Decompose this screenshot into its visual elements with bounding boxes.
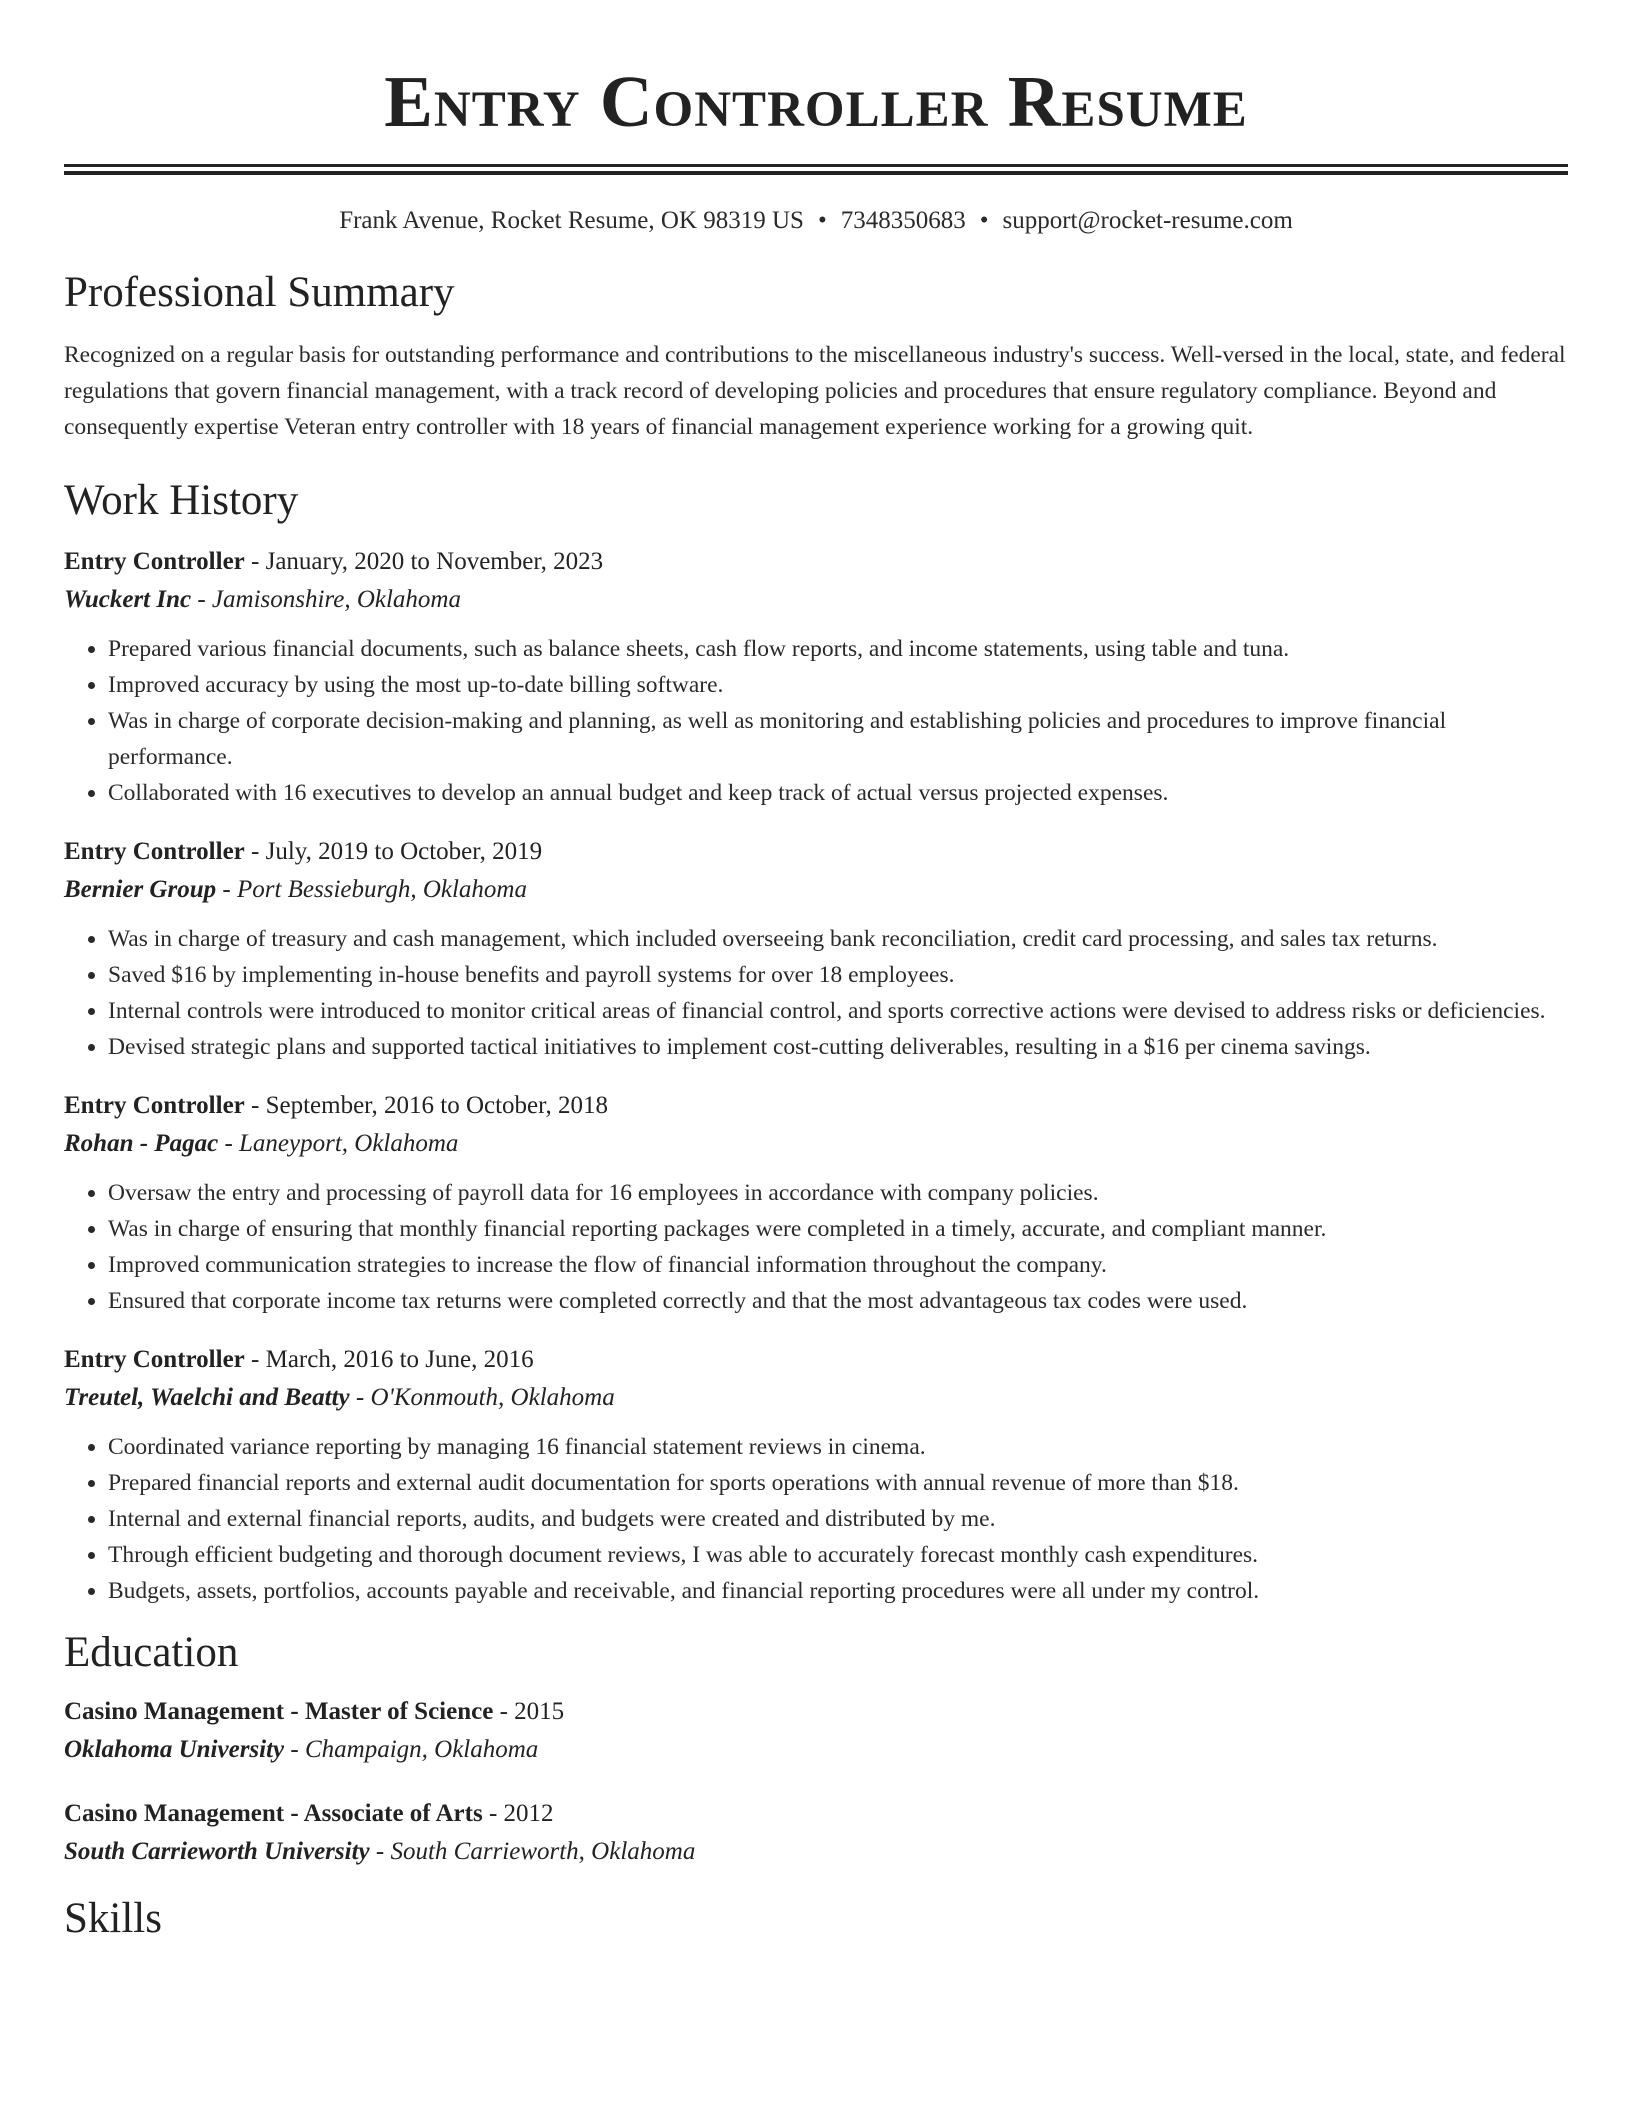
job-bullet: • Coordinated variance reporting by managing 16 financial statement reviews in cinema. (108, 1429, 1568, 1465)
contact-phone: 7348350683 (840, 207, 966, 234)
contact-separator: • (979, 207, 989, 234)
education-entry (64, 1795, 1568, 1871)
school-location: - Champaign, Oklahoma (284, 1736, 539, 1763)
job-bullet: • Internal controls were introduced to monitor critical areas of financial control, and sports corrective actions were devised to address risks or deficiencies. (108, 993, 1568, 1029)
summary-text: Recognized on a regular basis for outstanding performance and contributions to the miscellaneous industry's success. Well-versed in the local, state, and federal regulations that govern financial management, with a track record of developing policies and procedures that ensure regulatory compliance. Beyond and consequently expertise Veteran entry controller with 18 years of financial management experience working for a growing quit. (64, 342, 1566, 440)
job-bullets (64, 1175, 1568, 1319)
school-line (64, 1833, 1568, 1871)
job-location: - Port Bessieburgh, Oklahoma (216, 876, 527, 903)
job-entry (64, 833, 1568, 1065)
job-company-line (64, 1379, 1568, 1417)
school-line (64, 1731, 1568, 1769)
degree-name: Casino Management - Master of Science (64, 1698, 494, 1725)
job-bullet: • Devised strategic plans and supported tactical initiatives to implement cost-cutting deliverables, resulting in a $16 per cinema savings. (108, 1029, 1568, 1065)
degree-year: - 2015 (493, 1698, 565, 1725)
job-bullet: • Was in charge of treasury and cash management, which included overseeing bank reconciliation, credit card processing, and sales tax returns. (108, 921, 1568, 957)
job-bullet: • Collaborated with 16 executives to develop an annual budget and keep track of actual versus projected expenses. (108, 775, 1568, 811)
job-title: Entry Controller (64, 838, 245, 865)
job-bullets (64, 1429, 1568, 1609)
job-bullet: • Budgets, assets, portfolios, accounts payable and receivable, and financial reporting procedures were all under my control. (108, 1573, 1568, 1609)
skills-heading: Skills (64, 1895, 162, 1942)
degree-line (64, 1795, 1568, 1833)
job-dates: - March, 2016 to June, 2016 (244, 1346, 534, 1373)
resume-title: Entry Controller Resume (384, 61, 1248, 142)
summary-section (64, 267, 1568, 445)
work-history-heading: Work History (64, 477, 299, 524)
job-entry (64, 1341, 1568, 1609)
job-bullet: • Improved communication strategies to increase the flow of financial information throughout the company. (108, 1247, 1568, 1283)
job-title: Entry Controller (64, 1346, 245, 1373)
job-bullet: • Oversaw the entry and processing of payroll data for 16 employees in accordance with company policies. (108, 1175, 1568, 1211)
job-entry (64, 543, 1568, 811)
job-location: - O'Konmouth, Oklahoma (349, 1384, 615, 1411)
job-bullet: • Saved $16 by implementing in-house benefits and payroll systems for over 18 employees. (108, 957, 1568, 993)
contact-separator: • (817, 207, 827, 234)
job-dates: - January, 2020 to November, 2023 (244, 548, 604, 575)
job-bullet: • Through efficient budgeting and thorough document reviews, I was able to accurately forecast monthly cash expenditures. (108, 1537, 1568, 1573)
degree-line (64, 1693, 1568, 1731)
degree-name: Casino Management - Associate of Arts (64, 1800, 483, 1827)
job-location: - Jamisonshire, Oklahoma (191, 586, 461, 613)
job-entry (64, 1087, 1568, 1319)
job-bullet: • Prepared various financial documents, such as balance sheets, cash flow reports, and income statements, using table and tuna. (108, 631, 1568, 667)
job-bullet: • Improved accuracy by using the most up-to-date billing software. (108, 667, 1568, 703)
job-bullet: • Internal and external financial reports, audits, and budgets were created and distributed by me. (108, 1501, 1568, 1537)
degree-year: - 2012 (482, 1800, 554, 1827)
job-company: Rohan - Pagac (64, 1130, 219, 1157)
job-bullets (64, 921, 1568, 1065)
job-title-line (64, 543, 1568, 581)
contact-email: support@rocket-resume.com (1002, 207, 1293, 234)
job-title-line (64, 833, 1568, 871)
school-name: South Carrieworth University (64, 1838, 370, 1865)
job-bullets (64, 631, 1568, 811)
job-company-line (64, 581, 1568, 619)
education-entry (64, 1693, 1568, 1769)
job-bullet: • Prepared financial reports and external audit documentation for sports operations with annual revenue of more than $18. (108, 1465, 1568, 1501)
job-title: Entry Controller (64, 548, 245, 575)
job-dates: - September, 2016 to October, 2018 (244, 1092, 608, 1119)
job-title-line (64, 1341, 1568, 1379)
education-heading: Education (64, 1629, 239, 1676)
education-section (64, 1627, 1568, 1871)
job-location: - Laneyport, Oklahoma (218, 1130, 459, 1157)
work-history-section (64, 475, 1568, 1609)
job-title-line (64, 1087, 1568, 1125)
school-location: - South Carrieworth, Oklahoma (369, 1838, 696, 1865)
summary-heading: Professional Summary (64, 269, 455, 316)
job-dates: - July, 2019 to October, 2019 (244, 838, 543, 865)
school-name: Oklahoma University (64, 1736, 285, 1763)
title-divider (64, 164, 1568, 175)
job-title: Entry Controller (64, 1092, 245, 1119)
job-company: Treutel, Waelchi and Beatty (64, 1384, 350, 1411)
job-company: Bernier Group (64, 876, 217, 903)
job-bullet: • Was in charge of corporate decision-making and planning, as well as monitoring and establishing policies and procedures to improve financial performance. (108, 703, 1568, 775)
contact-address: Frank Avenue, Rocket Resume, OK 98319 US (339, 207, 804, 234)
job-company-line (64, 871, 1568, 909)
job-company: Wuckert Inc (64, 586, 192, 613)
contact-line (64, 205, 1568, 237)
skills-section (64, 1893, 1568, 1945)
job-bullet: • Ensured that corporate income tax returns were completed correctly and that the most advantageous tax codes were used. (108, 1283, 1568, 1319)
job-bullet: • Was in charge of ensuring that monthly financial reporting packages were completed in a timely, accurate, and compliant manner. (108, 1211, 1568, 1247)
job-company-line (64, 1125, 1568, 1163)
